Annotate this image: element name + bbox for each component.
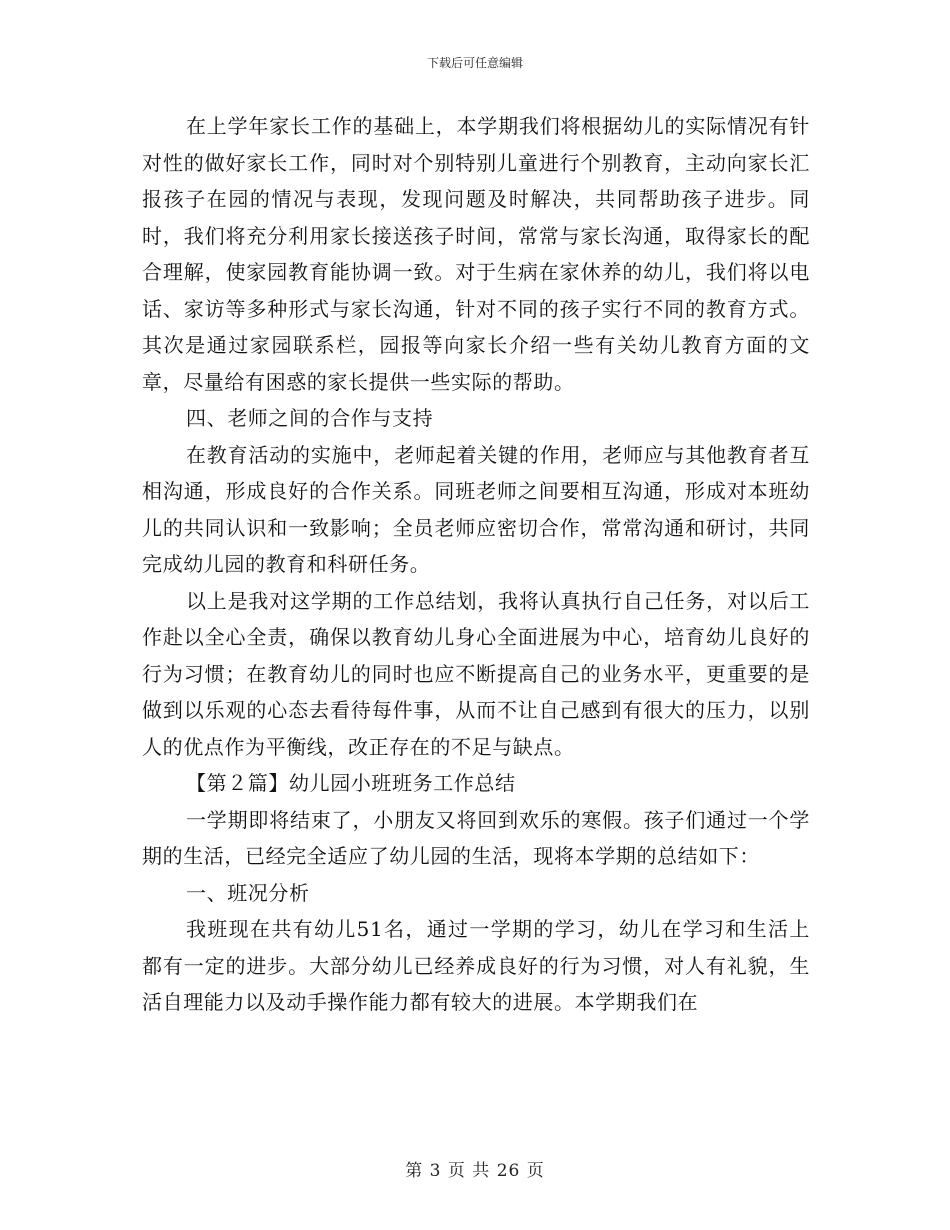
paragraph-parent-work: 在上学年家长工作的基础上，本学期我们将根据幼儿的实际情况有针对性的做好家长工作，同时对个别特别儿童进行个别教育，主动向家长汇报孩子在园的情况与表现，发现问题及时解决，共同帮助孩子进步。同时，我们将充分利用家长接送孩子时间，常常与家长沟通，取得家长的配合理解，使家园教育能协调一致。对于生病在家休养的幼儿，我们将以电话、家访等多种形式与家长沟通，针对不同的孩子实行不同的教育方式。其次是通过家园联系栏，园报等向家长介绍一些有关幼儿教育方面的文章，尽量给有困惑的家长提供一些实际的帮助。 bbox=[142, 114, 810, 394]
document-body bbox=[142, 108, 810, 1021]
section-heading-class-analysis: 一、班况分析 bbox=[186, 880, 310, 905]
page-footer: 第 3 页 共 26 页 bbox=[405, 1161, 545, 1181]
section-heading-teacher-cooperation: 四、老师之间的合作与支持 bbox=[186, 406, 434, 430]
article-title-part-2: 【第２篇】幼儿园小班班务工作总结 bbox=[186, 771, 516, 795]
paragraph-intro: 一学期即将结束了，小朋友又将回到欢乐的寒假。孩子们通过一个学期的生活，已经完全适应了幼儿园的生活，现将本学期的总结如下： bbox=[142, 807, 810, 868]
paragraph-teacher-cooperation: 在教育活动的实施中，老师起着关键的作用，老师应与其他教育者互相沟通，形成良好的合作关系。同班老师之间要相互沟通，形成对本班幼儿的共同认识和一致影响；全员老师应密切合作，常常沟通和研讨，共同完成幼儿园的教育和科研任务。 bbox=[142, 442, 810, 576]
page-header: 下载后可任意编辑 bbox=[426, 56, 523, 70]
paragraph-class-analysis: 我班现在共有幼儿51名，通过一学期的学习，幼儿在学习和生活上都有一定的进步。大部分幼儿已经养成良好的行为习惯，对人有礼貌，生活自理能力以及动手操作能力都有较大的进展。本学期我们在 bbox=[142, 917, 810, 1014]
paragraph-conclusion: 以上是我对这学期的工作总结划，我将认真执行自己任务，对以后工作赴以全心全责，确保以教育幼儿身心全面进展为中心，培育幼儿良好的行为习惯；在教育幼儿的同时也应不断提高自己的业务水平，更重要的是做到以乐观的心态去看待每件事，从而不让自己感到有很大的压力，以别人的优点作为平衡线，改正存在的不足与缺点。 bbox=[142, 588, 810, 759]
